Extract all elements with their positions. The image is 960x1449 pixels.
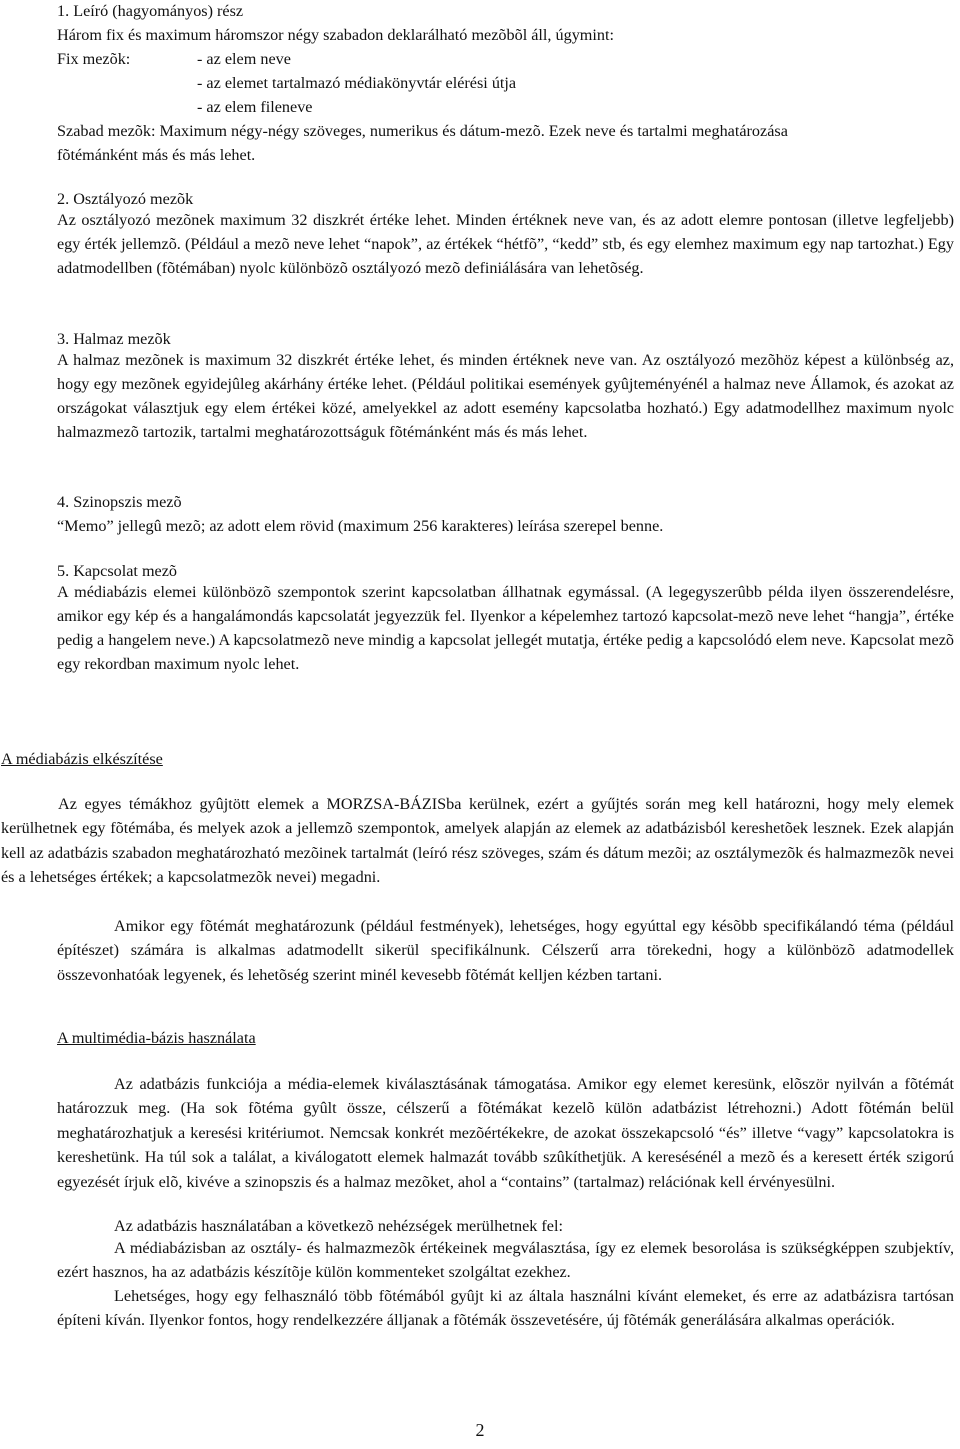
- page-number: 2: [475, 1420, 485, 1440]
- fix-field-item: - az elem fileneve: [197, 98, 313, 116]
- section-4-title: 4. Szinopszis mezõ: [57, 493, 182, 511]
- section-3-title: 3. Halmaz mezõk: [57, 330, 171, 348]
- build-paragraph: Az egyes témákhoz gyûjtött elemek a MORZSA-BÁZISba kerülnek, ezért a gyűjtés során meg kell határozni, hogy mely elemek kerülhetnek egy fõtémába, és melyek azok a jellemzõ szempontok, amelyek alapján az elemek az adatbázisból kereshetõek lesznek. Ezek alapján kell az adatbázis szabadon meghatározható mezõinek tartalmát (leíró rész szöveges, szám és dátum mezõi; az osztálymezõk és halmazmezõk nevei és a lehetséges értékek; a kapcsolatmezõk nevei) megadni.: [1, 795, 954, 887]
- use-paragraph: Lehetséges, hogy egy felhasználó több fõtémából gyûjt ki az általa használni kívánt elemeket, és erre az adatbázisra tartósan építeni kíván. Ilyenkor fontos, hogy rendelkezzére álljanak a fõtémák összevetésére, új fõtémák generálására alkalmas operációk.: [57, 1287, 954, 1330]
- fix-field-item: - az elemet tartalmazó médiakönyvtár elérési útja: [197, 74, 517, 92]
- section-4-body: “Memo” jellegû mezõ; az adott elem rövid (maximum 256 karakteres) leírása szerepel benne.: [57, 517, 664, 535]
- fix-field-item: - az elem neve: [197, 50, 291, 68]
- section-1-intro: Három fix és maximum háromszor négy szabadon deklarálható mezõbõl áll, úgymint:: [57, 26, 614, 44]
- free-fields-line: Szabad mezõk: Maximum négy-négy szöveges, numerikus és dátum-mezõ. Ezek neve és tartalmi meghatározása: [57, 122, 788, 140]
- section-2-body: Az osztályozó mezõnek maximum 32 diszkrét értéke lehet. Minden értéknek neve van, és az adott elemre pontosan (illetve legfeljebb) egy érték jellemzõ. (Például a mezõ neve lehet “napok”, az értékek “hétfõ”, “kedd” stb, és egy elemhez maximum egy nap tartozhat.) Egy adatmodellben (fõtémában) nyolc különbözõ osztályozó mezõ definiálására van lehetõség.: [57, 211, 954, 277]
- section-2-title: 2. Osztályozó mezõk: [57, 190, 194, 208]
- use-paragraph: Az adatbázis használatában a következõ nehézségek merülhetnek fel:: [114, 1217, 563, 1235]
- heading-use: A multimédia-bázis használata: [57, 1029, 256, 1047]
- use-paragraph: Az adatbázis funkciója a média-elemek kiválasztásának támogatása. Amikor egy elemet keresünk, elõször nyilván a fõtémát határozzuk meg. (Ha sok fõtéma gyûlt össze, célszerű a fõtémákat kezelõ külön adatbázist létrehozni.) Adott fõtémán belül meghatározhatjuk a keresési kritériumot. Nemcsak konkrét mezõértékekre, de azokat összekapcsoló “és” illetve “vagy” kapcsolatokra is kereshetünk. Ha túl sok a találat, a kiválogatott elemek halmazát tovább szûkíthetjük. A keresésénél a mezõ és a keresett érték szigorú egyezését írjuk elõ, kivéve a szinopszis és a halmaz mezõket, ahol a “contains” (tartalmaz) relációnak kell érvényesülni.: [57, 1075, 954, 1191]
- fix-fields-label: Fix mezõk:: [57, 50, 131, 68]
- section-5-title: 5. Kapcsolat mezõ: [57, 562, 178, 580]
- section-1-title: 1. Leíró (hagyományos) rész: [57, 2, 244, 20]
- build-paragraph: Amikor egy fõtémát meghatározunk (például festmények), lehetséges, hogy egyúttal egy késõbb specifikálandó téma (például építészet) számára is alkalmas adatmodellt sikerül specifikálnunk. Célszerű arra törekedni, hogy a különbözõ adatmodellek összevonhatóak legyenek, és lehetõség szerint minél kevesebb fõtémát kelljen kézben tartani.: [57, 917, 954, 984]
- section-3-body: A halmaz mezõnek is maximum 32 diszkrét értéke lehet, és minden értéknek neve van. Az osztályozó mezõhöz képest a különbség az, hogy egy mezõnek egyidejûleg akárhány értéke lehet. (Például politikai események gyûjteményénél a halmaz neve Államok, és azokat az országokat választjuk egy elem értékei közé, amelyekkel az adott esemény kapcsolatba hozható.) Egy adatmodellhez maximum nyolc halmazmezõ tartozik, tartalmi meghatározottságuk fõtémánként más és más lehet.: [57, 351, 954, 441]
- heading-build: A médiabázis elkészítése: [1, 750, 163, 768]
- free-fields-line: fõtémánként más és más lehet.: [57, 146, 256, 164]
- section-5-body: A médiabázis elemei különbözõ szempontok szerint kapcsolatban állhatnak egymással. (A legegyszerûbb példa ilyen összerendelésre, amikor egy kép és a hangalámondás kapcsolatát jegyezzük fel. Ilyenkor a képelemhez tartozó kapcsolat-mezõ neve lehet “hangja”, értéke pedig a hangelem neve.) A kapcsolatmezõ neve mindig a kapcsolat jellegét mutatja, értéke pedig a kapcsolódó elem neve. Kapcsolat mezõ egy rekordban maximum nyolc lehet.: [57, 583, 954, 673]
- use-paragraph: A médiabázisban az osztály- és halmazmezõk értékeinek megválasztása, így ez elemek besorolása is szükségképpen szubjektív, ezért hasznos, ha az adatbázis készítõje külön kommenteket szolgáltat ezekhez.: [57, 1239, 954, 1282]
